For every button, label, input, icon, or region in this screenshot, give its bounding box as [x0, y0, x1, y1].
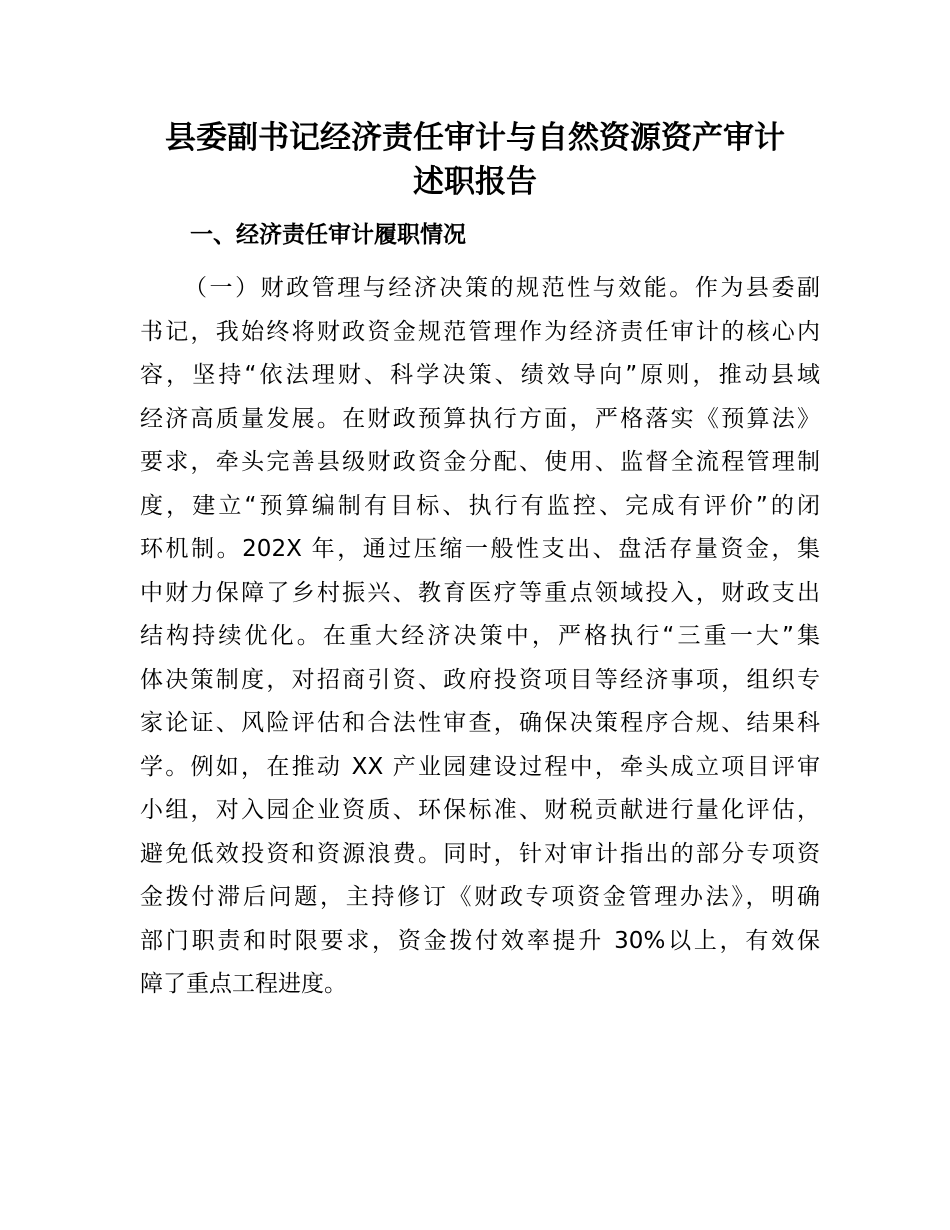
paragraph-line: 部门职责和时限要求，资金拨付效率提升 30%以上，有效保 [140, 927, 820, 954]
paragraph-line: 体决策制度，对招商引资、政府投资项目等经济事项，组织专 [140, 666, 820, 693]
document-title-line-1: 县委副书记经济责任审计与自然资源资产审计 [165, 120, 785, 156]
paragraph-line: 要求，牵头完善县级财政资金分配、使用、监督全流程管理制 [140, 449, 820, 475]
paragraph-line: 经济高质量发展。在财政预算执行方面，严格落实《预算法》 [140, 405, 820, 432]
paragraph-line: （一）财政管理与经济决策的规范性与效能。作为县委副 [184, 275, 820, 301]
paragraph-line: 家论证、风险评估和合法性审查，确保决策程序合规、结果科 [140, 710, 820, 736]
document-title-line-2: 述职报告 [413, 164, 537, 200]
paragraph-line: 金拨付滞后问题，主持修订《财政专项资金管理办法》，明确 [140, 884, 820, 910]
paragraph-line: 学。例如，在推动 XX 产业园建设过程中，牵头成立项目评审 [140, 753, 820, 780]
paragraph-line: 容，坚持“依法理财、科学决策、绩效导向”原则，推动县域 [140, 362, 820, 388]
paragraph-line: 障了重点工程进度。 [140, 971, 347, 997]
body-paragraph [140, 267, 820, 1007]
paragraph-line: 结构持续优化。在重大经济决策中，严格执行“三重一大”集 [140, 623, 820, 649]
paragraph-line: 小组，对入园企业资质、环保标准、财税贡献进行量化评估， [140, 797, 820, 823]
paragraph-line: 度，建立“预算编制有目标、执行有监控、完成有评价”的闭 [140, 492, 820, 519]
paragraph-line: 环机制。202X 年，通过压缩一般性支出、盘活存量资金，集 [140, 536, 820, 562]
paragraph-line: 书记，我始终将财政资金规范管理作为经济责任审计的核心内 [140, 318, 820, 345]
paragraph-line: 中财力保障了乡村振兴、教育医疗等重点领域投入，财政支出 [140, 579, 820, 606]
section-heading: 一、经济责任审计履职情况 [190, 222, 466, 248]
paragraph-line: 避免低效投资和资源浪费。同时，针对审计指出的部分专项资 [140, 840, 820, 867]
